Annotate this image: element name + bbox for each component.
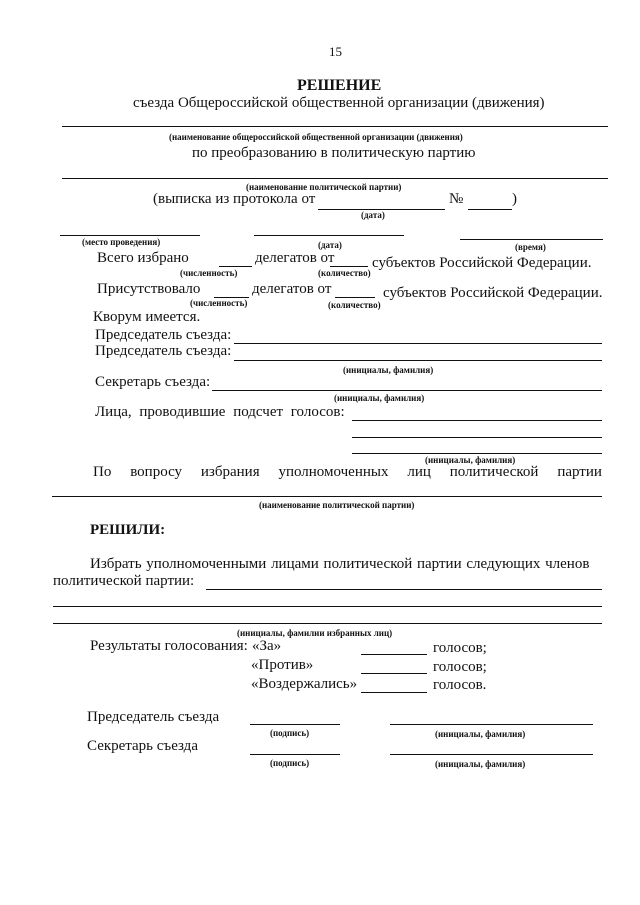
vote-for-blank	[361, 654, 427, 655]
counters-line2	[352, 437, 602, 438]
caption-date: (дата)	[361, 210, 385, 220]
party-name-line	[62, 178, 608, 179]
chair1-line	[234, 343, 602, 344]
elected-prefix: Всего избрано	[97, 250, 189, 266]
question-word: лиц	[407, 464, 431, 480]
caption-sign-initials1: (инициалы, фамилия)	[435, 729, 526, 739]
caption-venue: (место проведения)	[82, 237, 161, 247]
sign-secretary-signature-line	[250, 754, 340, 755]
sign-chair-signature-line	[250, 724, 340, 725]
vote-label: Результаты голосования:	[90, 638, 248, 654]
elected-quantity-blank	[330, 266, 368, 267]
transformation-text: по преобразованию в политическую партию	[192, 145, 476, 161]
question-word: По	[93, 464, 112, 480]
elected-middle: делегатов от	[255, 250, 335, 266]
caption-initials2: (инициалы, фамилия)	[334, 393, 425, 403]
extract-number-blank	[468, 209, 512, 210]
vote-against-blank	[361, 673, 427, 674]
present-quantity-blank	[335, 297, 375, 298]
present-prefix: Присутствовало	[97, 281, 201, 297]
extract-prefix: (выписка из протокола от	[153, 191, 316, 207]
caption-party-name: (наименование политической партии)	[246, 182, 402, 192]
doc-title: РЕШЕНИЕ	[297, 77, 382, 94]
caption-party-name2: (наименование политической партии)	[259, 500, 415, 510]
org-name-line	[62, 126, 608, 127]
vote-abstain-label: «Воздержались»	[251, 676, 358, 692]
vote-against-unit: голосов;	[433, 659, 487, 675]
vote-for-label: «За»	[252, 638, 282, 654]
question-word: политической	[449, 464, 539, 480]
time-line	[460, 239, 603, 240]
vote-against-label: «Против»	[251, 657, 314, 673]
venue-line	[60, 235, 200, 236]
caption-initials3: (инициалы, фамилия)	[425, 455, 516, 465]
date-line	[254, 235, 404, 236]
question-word: уполномоченных	[278, 464, 389, 480]
caption-elected-initials: (инициалы, фамилии избранных лиц)	[237, 628, 393, 638]
question-word: партии	[557, 464, 602, 480]
vote-for-unit: голосов;	[433, 640, 487, 656]
decision-line2-blank	[206, 589, 602, 590]
elected-count-blank	[219, 266, 252, 267]
question-line	[93, 464, 602, 481]
decision-line2: политической партии:	[53, 573, 195, 589]
caption-count: (численность)	[180, 268, 238, 278]
decided-heading: РЕШИЛИ:	[90, 522, 166, 538]
sign-secretary-label: Секретарь съезда	[87, 738, 198, 754]
caption-signature2: (подпись)	[270, 758, 310, 768]
chair2-line	[234, 360, 602, 361]
caption-date2: (дата)	[318, 240, 342, 250]
question-party-line	[52, 496, 602, 497]
sign-secretary-initials-line	[390, 754, 593, 755]
extract-suffix: )	[512, 191, 517, 207]
question-word: вопросу	[130, 464, 183, 480]
vote-abstain-unit: голосов.	[433, 677, 487, 693]
question-word: избрания	[200, 464, 260, 480]
doc-subtitle: съезда Общероссийской общественной организации (движения)	[133, 95, 545, 111]
chair1-label: Председатель съезда:	[95, 327, 232, 343]
vote-abstain-blank	[361, 692, 427, 693]
sign-chair-label: Председатель съезда	[87, 709, 220, 725]
sign-chair-initials-line	[390, 724, 593, 725]
secretary-line	[212, 390, 602, 391]
quorum-text: Кворум имеется.	[93, 309, 201, 325]
counters-label: Лица, проводившие подсчет голосов:	[95, 404, 345, 420]
decision-extra-line1	[53, 606, 602, 607]
caption-quantity: (количество)	[318, 268, 371, 278]
caption-initials1: (инициалы, фамилия)	[343, 365, 434, 375]
caption-sign-initials2: (инициалы, фамилия)	[435, 759, 526, 769]
page-number: 15	[329, 44, 342, 59]
present-middle: делегатов от	[252, 281, 332, 297]
caption-time: (время)	[515, 242, 546, 252]
caption-quantity2: (количество)	[328, 300, 381, 310]
caption-signature1: (подпись)	[270, 728, 310, 738]
present-suffix: субъектов Российской Федерации.	[383, 285, 603, 301]
number-sign: №	[449, 191, 464, 207]
caption-org-name: (наименование общероссийской общественной организации (движения)	[169, 132, 463, 142]
counters-line1	[352, 420, 602, 421]
decision-line1: Избрать уполномоченными лицами политической партии следующих членов	[90, 556, 590, 572]
caption-count2: (численность)	[190, 298, 248, 308]
chair2-label: Председатель съезда:	[95, 343, 232, 359]
counters-line3	[352, 453, 602, 454]
secretary-label: Секретарь съезда:	[95, 374, 211, 390]
decision-extra-line2	[53, 623, 602, 624]
elected-suffix: субъектов Российской Федерации.	[372, 255, 592, 271]
